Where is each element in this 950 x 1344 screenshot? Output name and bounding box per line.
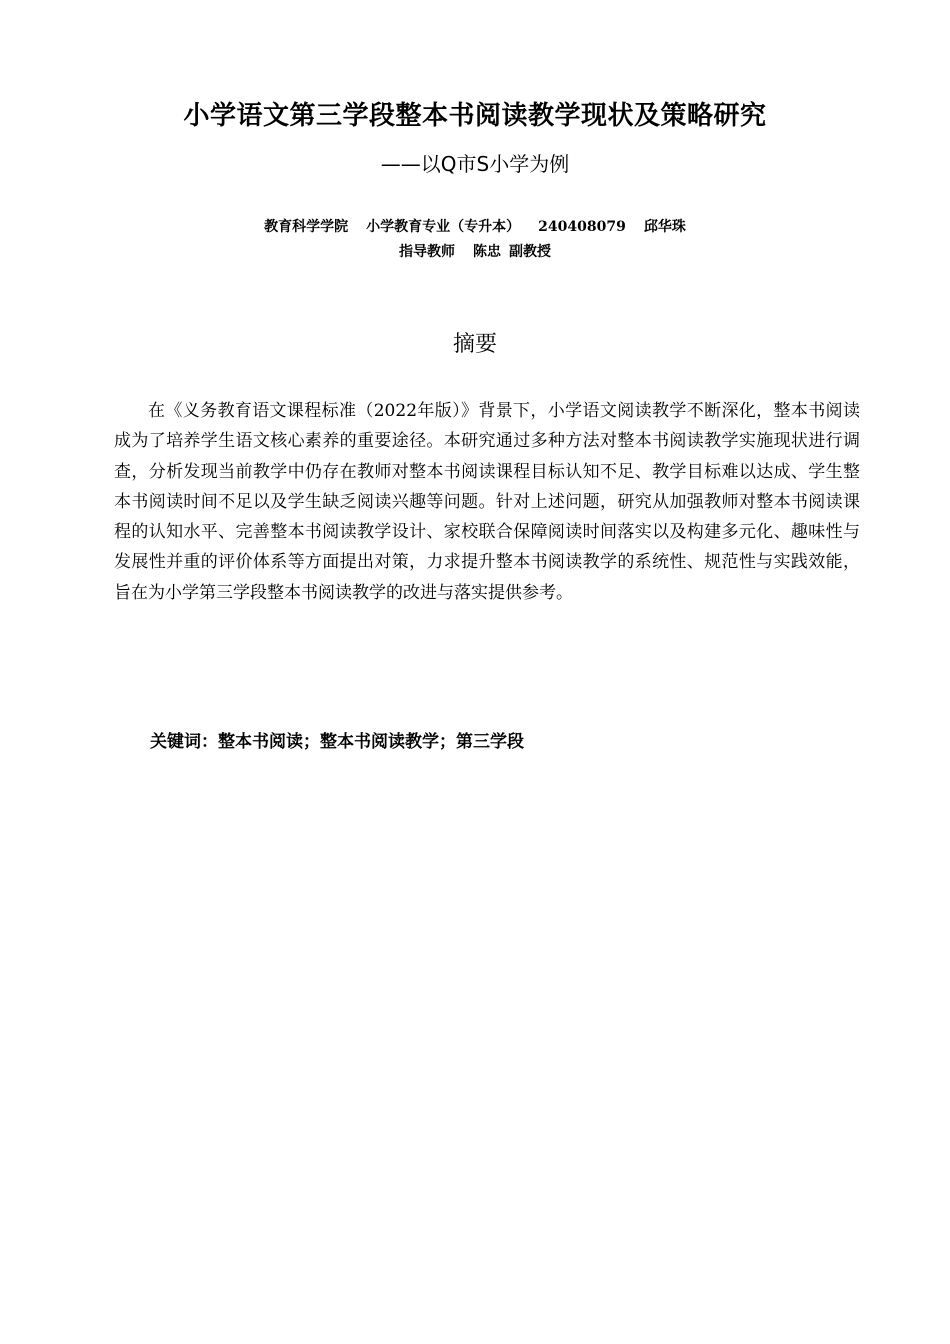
advisor-rank: 副教授 xyxy=(509,244,551,260)
abstract-heading: 摘要 xyxy=(452,332,497,357)
author-college: 教育科学学院 xyxy=(264,219,349,235)
advisor-name: 陈忠 xyxy=(473,244,501,260)
author-line xyxy=(0,217,950,237)
author-student-id: 240408079 xyxy=(538,219,626,235)
keywords-line: 关键词：整本书阅读；整本书阅读教学；第三学段 xyxy=(150,732,524,752)
paper-title: 小学语文第三学段整本书阅读教学现状及策略研究 xyxy=(183,101,767,131)
abstract-body: 在《义务教育语文课程标准（2022年版）》背景下，小学语文阅读教学不断深化，整本书阅读成为了培养学生语文核心素养的重要途径。本研究通过多种方法对整本书阅读教学实施现状进行调查，分析发现当前教学中仍存在教师对整本书阅读课程目标认知不足、教学目标难以达成、学生整本书阅读时间不足以及学生缺乏阅读兴趣等问题。针对上述问题，研究从加强教师对整本书阅读课程的认知水平、完善整本书阅读教学设计、家校联合保障阅读时间落实以及构建多元化、趣味性与发展性并重的评价体系等方面提出对策，力求提升整本书阅读教学的系统性、规范性与实践效能，旨在为小学第三学段整本书阅读教学的改进与落实提供参考。 xyxy=(114,401,860,603)
author-name: 邱华珠 xyxy=(643,219,686,235)
advisor-line xyxy=(0,242,950,262)
paper-subtitle: ——以Q市S小学为例 xyxy=(380,152,570,176)
advisor-label: 指导教师 xyxy=(399,244,455,260)
author-major: 小学教育专业（专升本） xyxy=(366,219,521,235)
